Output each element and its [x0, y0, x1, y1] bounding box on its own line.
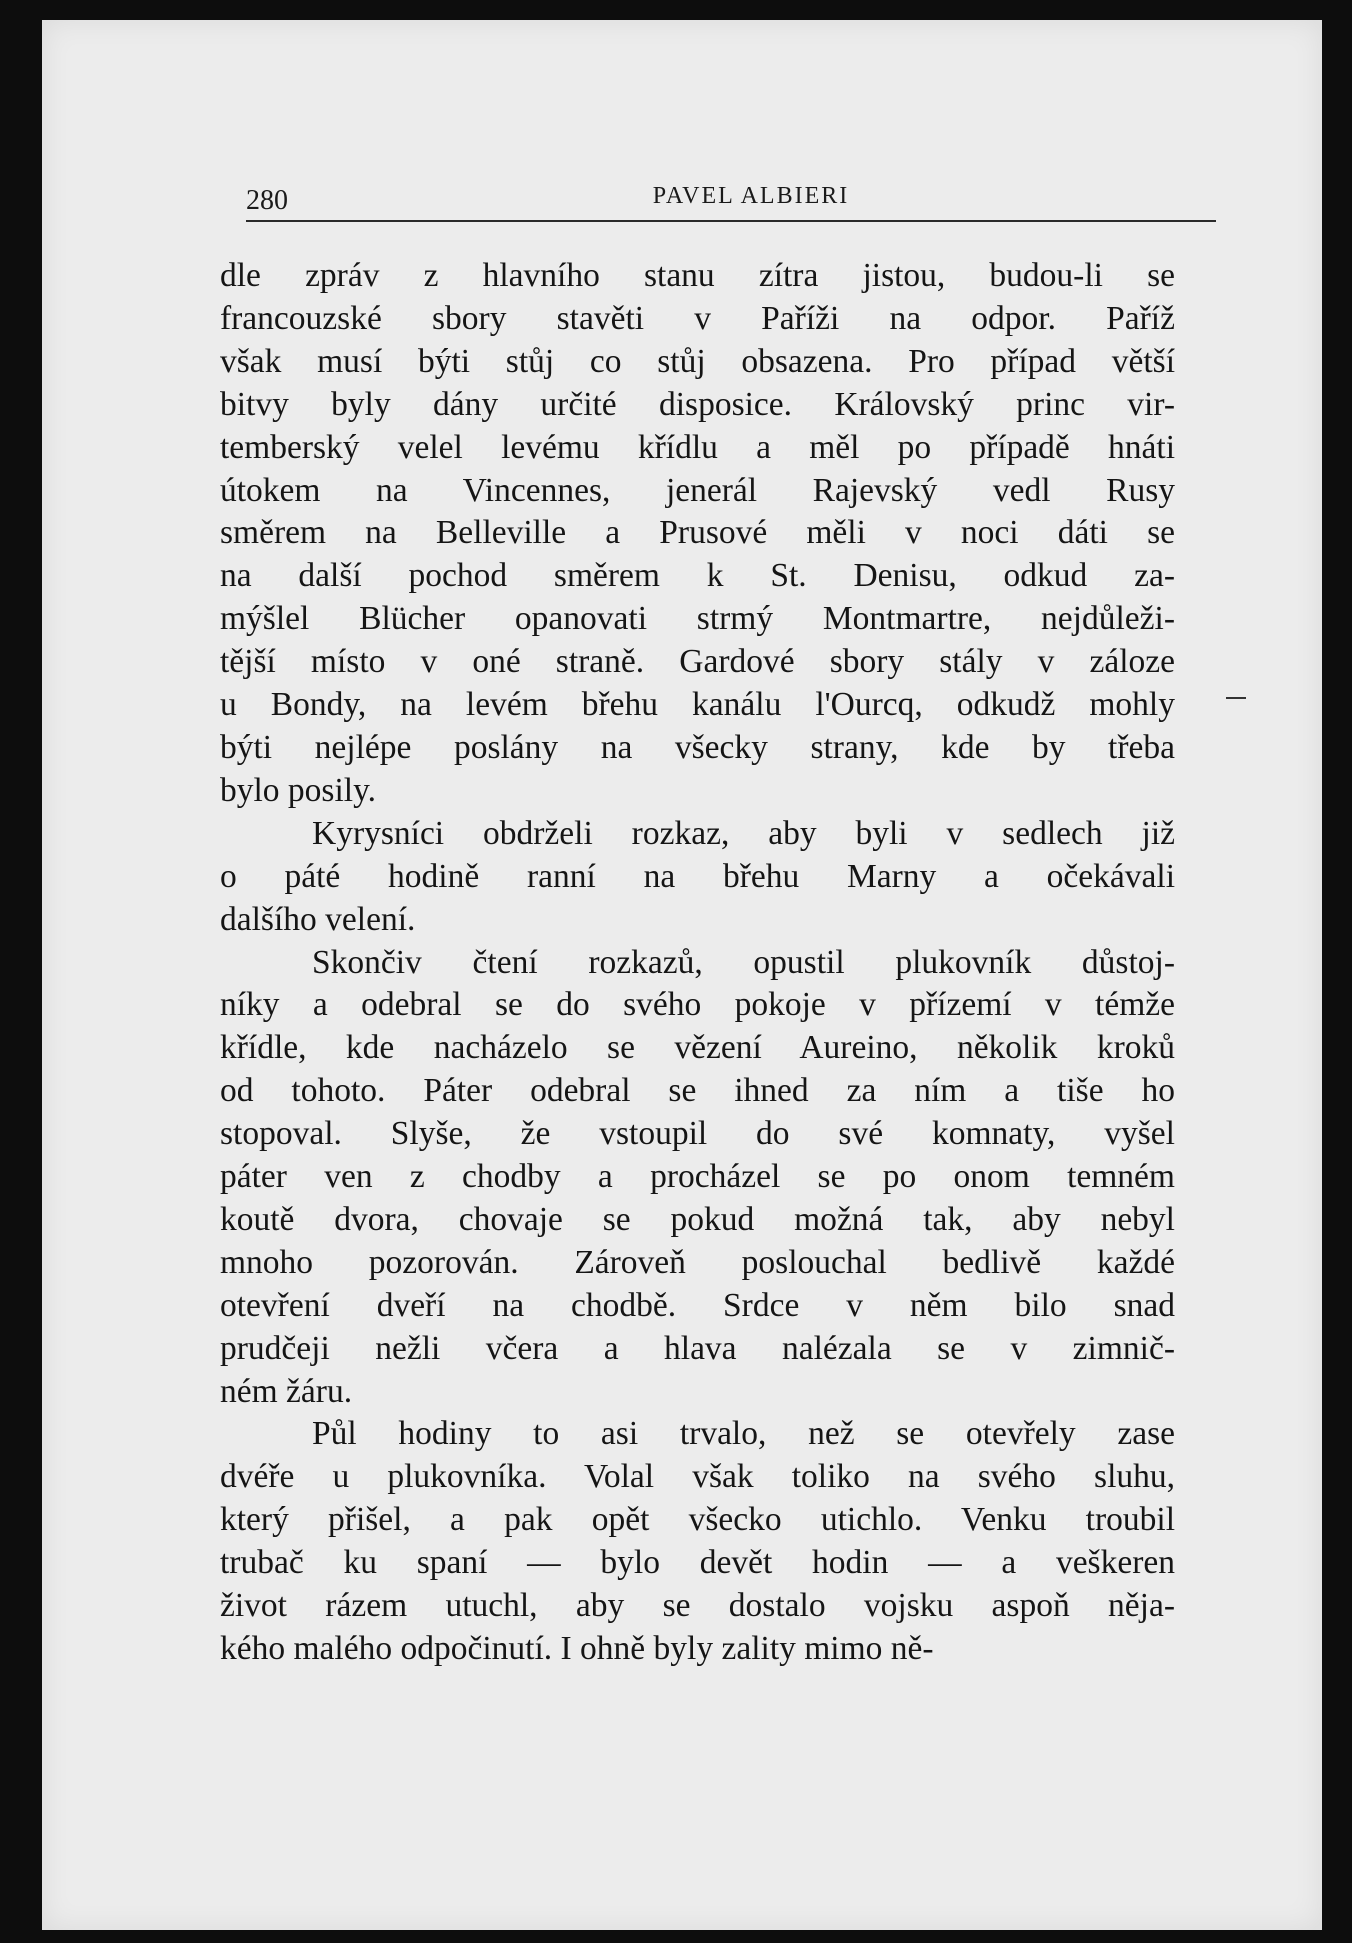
text-line: bitvy byly dány určité disposice. Královský princ vir- [220, 385, 1175, 423]
header-rule [246, 220, 1216, 222]
text-line: dle zpráv z hlavního stanu zítra jistou, budou-li se [220, 257, 1175, 294]
text-line: u Bondy, na levém břehu kanálu l'Ourcq, odkudž mohly [220, 686, 1175, 724]
running-head: PAVEL ALBIERI [652, 183, 850, 209]
text-line: Skončiv čtení rozkazů, opustil plukovník důstoj- [312, 943, 1175, 981]
text-line: tější místo v oné straně. Gardové sbory stály v záloze [220, 643, 1175, 681]
text-line: trubač ku spaní — bylo devět hodin — a veškeren [220, 1544, 1175, 1582]
text-line: na další pochod směrem k St. Denisu, odkud za- [220, 557, 1175, 595]
text-line: dvéře u plukovníka. Volal však toliko na svého sluhu, [220, 1458, 1175, 1496]
text-line: mýšlel Blücher opanovati strmý Montmartre, nejdůleži- [220, 600, 1175, 638]
text-line: francouzské sbory stavěti v Paříži na odpor. Paříž [220, 299, 1175, 337]
text-line: Kyrysníci obdrželi rozkaz, aby byli v sedlech již [312, 814, 1175, 852]
text-line: Půl hodiny to asi trvalo, než se otevřely zase [312, 1415, 1175, 1453]
text-line: který přišel, a pak opět všecko utichlo. Venku troubil [220, 1501, 1175, 1539]
text-line: však musí býti stůj co stůj obsazena. Pro případ větší [220, 342, 1175, 380]
text-line: dalšího velení. [220, 900, 416, 938]
text-line: otevření dveří na chodbě. Srdce v něm bilo snad [220, 1286, 1175, 1324]
page-header [246, 165, 1216, 215]
text-line: býti nejlépe poslány na všecky strany, kde by třeba [220, 728, 1175, 766]
text-line: koutě dvora, chovaje se pokud možná tak, aby nebyl [220, 1200, 1175, 1238]
text-line: křídle, kde nacházelo se vězení Aureino, několik kroků [220, 1029, 1175, 1067]
text-line: stopoval. Slyše, že vstoupil do své komnaty, vyšel [220, 1115, 1175, 1153]
page-number: 280 [246, 185, 288, 216]
text-line: o páté hodině ranní na břehu Marny a očekávali [220, 857, 1175, 895]
text-line: temberský velel levému křídlu a měl po případě hnáti [220, 428, 1175, 466]
margin-mark [1226, 697, 1246, 699]
text-line: ném žáru. [220, 1372, 353, 1410]
text-line: od tohoto. Páter odebral se ihned za ním a tiše ho [220, 1072, 1175, 1110]
text-line: níky a odebral se do svého pokoje v přízemí v témže [220, 986, 1175, 1024]
text-line: život rázem utuchl, aby se dostalo vojsku aspoň něja- [220, 1587, 1175, 1625]
text-line: mnoho pozorován. Zároveň poslouchal bedlivě každé [220, 1243, 1175, 1281]
body-text [220, 255, 1175, 1671]
text-line: bylo posily. [220, 771, 377, 809]
text-line: směrem na Belleville a Prusové měli v noci dáti se [220, 514, 1175, 552]
text-line: prudčeji nežli včera a hlava nalézala se v zimnič- [220, 1329, 1175, 1367]
paragraph [220, 942, 1175, 1414]
paragraph [220, 813, 1175, 942]
paragraph [220, 255, 1175, 813]
text-line: útokem na Vincennes, jenerál Rajevský vedl Rusy [220, 471, 1175, 509]
text-line: kého malého odpočinutí. I ohně byly zality mimo ně- [220, 1630, 934, 1667]
paragraph [220, 1413, 1175, 1670]
text-line: páter ven z chodby a procházel se po onom temném [220, 1158, 1175, 1196]
